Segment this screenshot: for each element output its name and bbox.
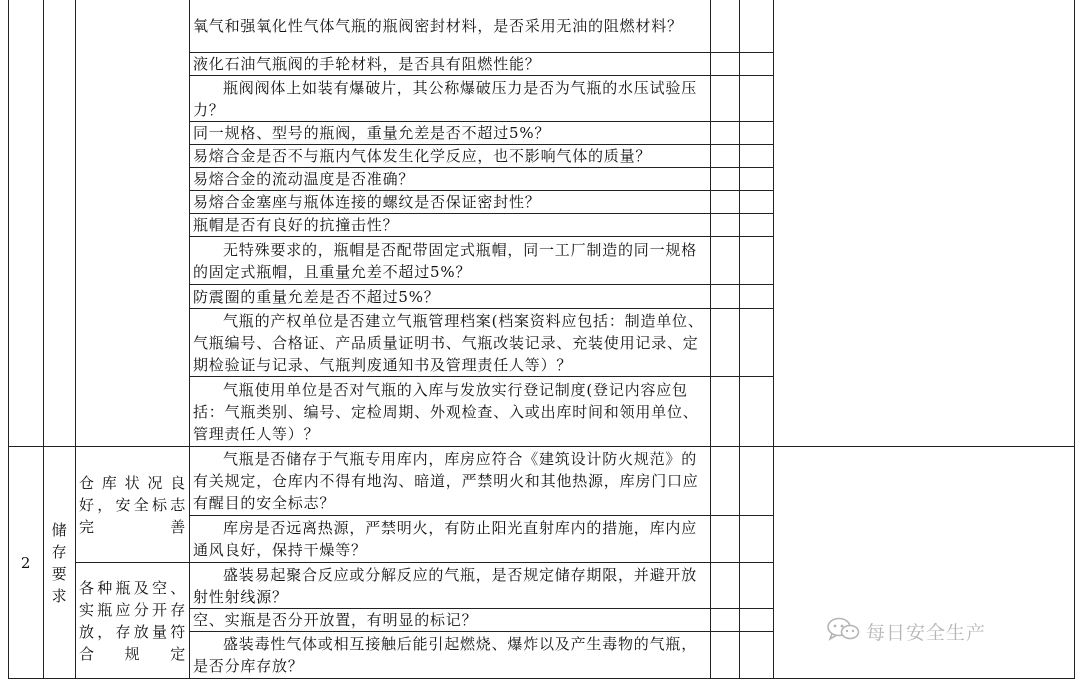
result-cell-no <box>740 516 774 563</box>
standard-separate-storage: 各种瓶及空、实瓶应分开存放，存放量符合规定 <box>76 563 190 679</box>
check-item: 防震圈的重量允差是否不超过5%？ <box>190 285 711 309</box>
check-item: 无特殊要求的，瓶帽是否配带固定式瓶帽，同一工厂制造的同一规格的固定式瓶帽，且重量允差不超过5%？ <box>190 237 711 285</box>
section-category: 储存要求 <box>44 447 76 679</box>
result-cell-yes <box>711 76 740 122</box>
result-cell-no <box>740 632 774 679</box>
result-cell-yes <box>711 609 740 632</box>
result-cell-no <box>740 609 774 632</box>
result-cell-yes <box>711 516 740 563</box>
watermark <box>826 618 986 644</box>
check-item: 盛装易起聚合反应或分解反应的气瓶，是否规定储存期限，并避开放射性射线源？ <box>190 563 711 609</box>
result-cell-no <box>740 563 774 609</box>
watermark-text: 每日安全生产 <box>866 621 987 644</box>
result-cell-yes <box>711 447 740 516</box>
wechat-icon <box>826 617 860 646</box>
check-item: 盛装毒性气体或相互接触后能引起燃烧、爆炸以及产生毒物的气瓶，是否分库存放？ <box>190 632 711 679</box>
check-item: 空、实瓶是否分开放置，有明显的标记？ <box>190 609 711 632</box>
check-item: 易熔合金是否不与瓶内气体发生化学反应，也不影响气体的质量？ <box>190 145 711 168</box>
result-cell-yes <box>711 377 740 447</box>
check-item: 易熔合金的流动温度是否准确？ <box>190 168 711 191</box>
number-cell <box>9 0 44 447</box>
check-item: 气瓶是否储存于气瓶专用库内，库房应符合《建筑设计防火规范》的有关规定，仓库内不得有地沟、暗道，严禁明火和其他热源，库房门口应有醒目的安全标志？ <box>190 447 711 516</box>
safety-checklist-table <box>8 0 1075 679</box>
standard-cell <box>76 0 190 447</box>
table-row <box>9 447 1075 516</box>
table-row <box>9 0 1075 53</box>
section-number: 2 <box>9 447 44 679</box>
check-item: 易熔合金塞座与瓶体连接的螺纹是否保证密封性？ <box>190 191 711 214</box>
check-item: 瓶帽是否有良好的抗撞击性？ <box>190 214 711 237</box>
result-cell-no <box>740 237 774 285</box>
result-cell-yes <box>711 285 740 309</box>
result-cell-no <box>740 122 774 145</box>
result-cell-no <box>740 191 774 214</box>
result-cell-yes <box>711 122 740 145</box>
result-cell-yes <box>711 145 740 168</box>
check-item: 库房是否远离热源，严禁明火，有防止阳光直射库内的措施，库内应通风良好，保持干燥等？ <box>190 516 711 563</box>
result-cell-no <box>740 168 774 191</box>
result-cell-no <box>740 377 774 447</box>
result-cell-yes <box>711 563 740 609</box>
standard-storage-condition: 仓库状况良好，安全标志完善 <box>76 447 190 563</box>
result-cell-no <box>740 145 774 168</box>
result-cell-yes <box>711 168 740 191</box>
category-cell <box>44 0 76 447</box>
result-cell-no <box>740 53 774 76</box>
remark-cell <box>774 0 1075 447</box>
check-item: 氧气和强氧化性气体气瓶的瓶阀密封材料，是否采用无油的阻燃材料？ <box>190 0 711 53</box>
result-cell-yes <box>711 237 740 285</box>
result-cell-yes <box>711 632 740 679</box>
check-item: 同一规格、型号的瓶阀，重量允差是否不超过5%？ <box>190 122 711 145</box>
result-cell-no <box>740 214 774 237</box>
result-cell-no <box>740 447 774 516</box>
result-cell-no <box>740 76 774 122</box>
result-cell-no <box>740 285 774 309</box>
result-cell-yes <box>711 191 740 214</box>
result-cell-no <box>740 0 774 53</box>
result-cell-yes <box>711 309 740 377</box>
result-cell-yes <box>711 53 740 76</box>
result-cell-yes <box>711 0 740 53</box>
result-cell-no <box>740 309 774 377</box>
check-item: 液化石油气瓶阀的手轮材料，是否具有阻燃性能？ <box>190 53 711 76</box>
check-item: 气瓶的产权单位是否建立气瓶管理档案(档案资料应包括：制造单位、气瓶编号、合格证、产品质量证明书、气瓶改装记录、充装使用记录、定期检验证与记录、气瓶判废通知书及管理责任人等）？ <box>190 309 711 377</box>
check-item: 气瓶使用单位是否对气瓶的入库与发放实行登记制度(登记内容应包括：气瓶类别、编号、定检周期、外观检查、入或出库时间和领用单位、管理责任人等）？ <box>190 377 711 447</box>
check-item: 瓶阀阀体上如装有爆破片，其公称爆破压力是否为气瓶的水压试验压力？ <box>190 76 711 122</box>
result-cell-yes <box>711 214 740 237</box>
